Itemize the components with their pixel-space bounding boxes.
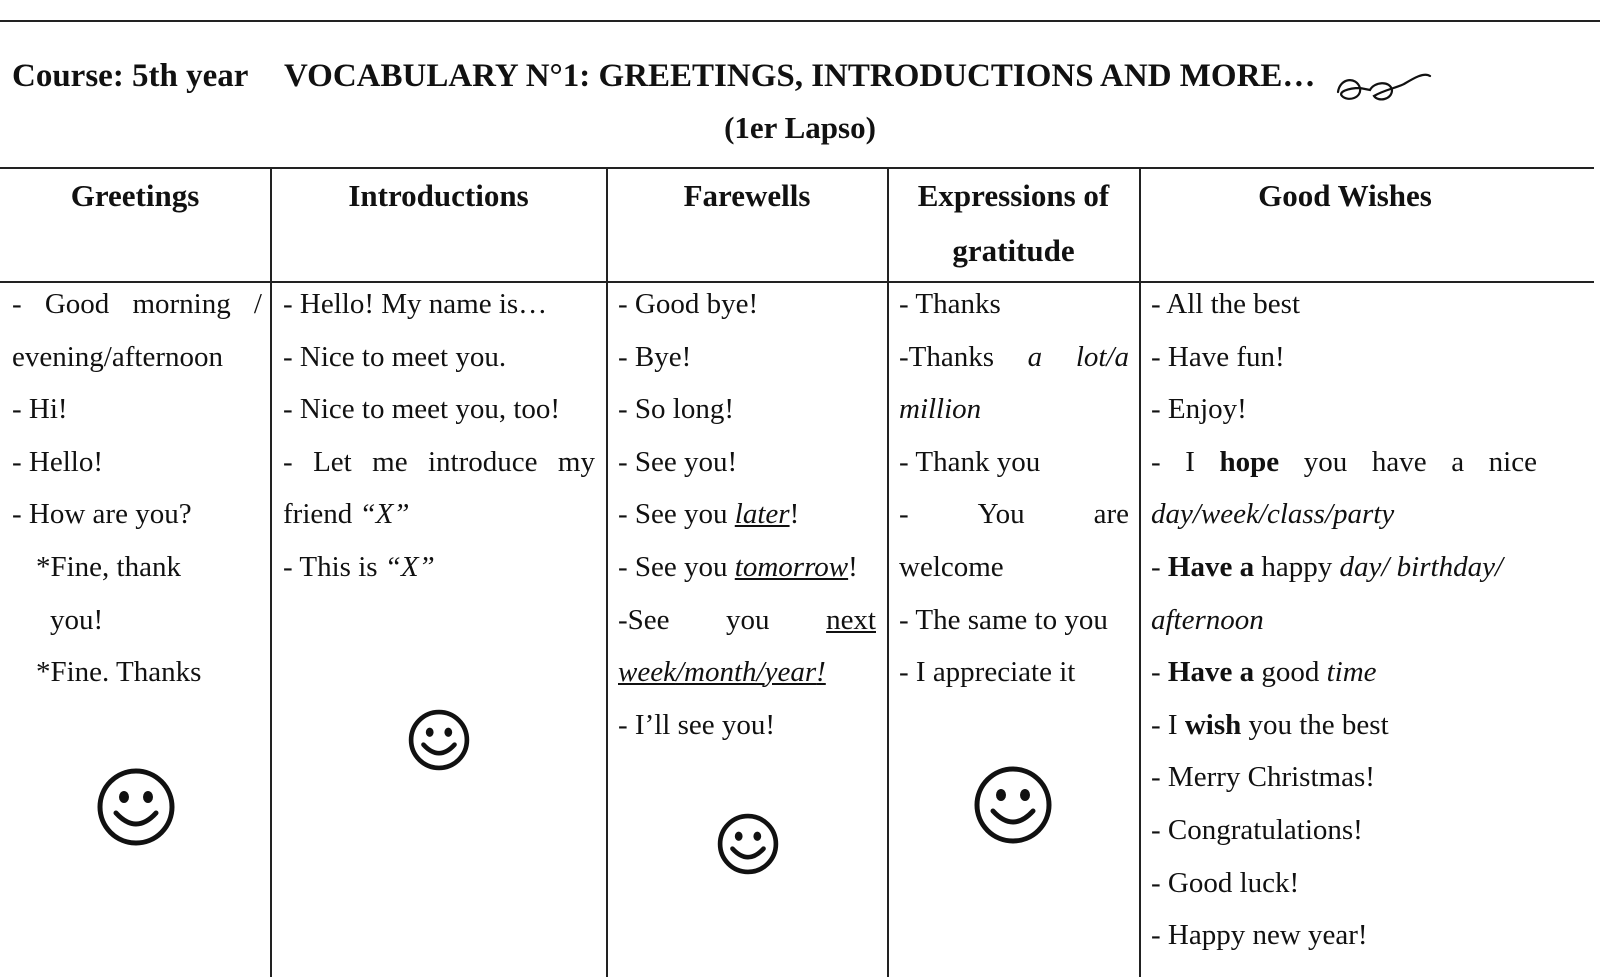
text-fragment: are bbox=[1093, 498, 1129, 531]
farewells-list bbox=[618, 278, 876, 751]
text-fragment: next bbox=[826, 603, 876, 636]
list-item bbox=[12, 278, 262, 331]
text-fragment: nice bbox=[1488, 445, 1537, 478]
page-subtitle: (1er Lapso) bbox=[724, 110, 876, 145]
list-item: day/week/class/party bbox=[1151, 498, 1395, 531]
good-wishes-list bbox=[1151, 278, 1537, 962]
top-rule bbox=[0, 20, 1600, 22]
text-fragment: - bbox=[1151, 445, 1161, 478]
list-item bbox=[618, 488, 876, 541]
text-fragment: - This is bbox=[283, 550, 385, 583]
list-item: - Nice to meet you. bbox=[283, 340, 507, 373]
text-fragment: my bbox=[557, 445, 595, 478]
column-divider bbox=[270, 168, 272, 977]
text-fragment: - bbox=[12, 288, 22, 320]
smiley-icon bbox=[973, 765, 1053, 845]
text-fragment: introduce bbox=[427, 445, 538, 478]
text-fragment: you bbox=[726, 603, 770, 636]
list-item bbox=[618, 541, 876, 594]
gratitude-list bbox=[899, 278, 1129, 699]
list-item: you! bbox=[50, 603, 104, 636]
smiley-icon bbox=[96, 767, 176, 847]
list-item: evening/afternoon bbox=[12, 340, 223, 373]
text-fragment: a bbox=[1451, 445, 1465, 478]
list-item: - Good bye! bbox=[618, 288, 759, 320]
list-item bbox=[618, 594, 876, 647]
list-item bbox=[283, 488, 595, 541]
text-fragment: ! bbox=[789, 498, 800, 531]
list-item: welcome bbox=[899, 550, 1004, 583]
text-fragment: week bbox=[618, 656, 676, 689]
page-title: VOCABULARY N°1: GREETINGS, INTRODUCTIONS AND MORE… bbox=[284, 58, 1316, 94]
text-fragment: “X” bbox=[384, 550, 435, 583]
list-item: - Thank you bbox=[899, 445, 1041, 478]
text-fragment: you the best bbox=[1241, 708, 1389, 741]
list-item: *Fine, thank bbox=[36, 550, 181, 583]
list-item: - Merry Christmas! bbox=[1151, 761, 1375, 794]
list-item bbox=[899, 488, 1129, 541]
text-fragment: have bbox=[1371, 445, 1427, 478]
list-item: - Hello! bbox=[12, 445, 103, 478]
greetings-list bbox=[12, 278, 262, 699]
list-item: - Enjoy! bbox=[1151, 393, 1247, 426]
smiley-icon bbox=[408, 709, 470, 771]
list-item bbox=[1151, 646, 1537, 699]
list-item: - Congratulations! bbox=[1151, 813, 1363, 846]
list-item bbox=[1151, 541, 1537, 594]
list-item bbox=[283, 541, 595, 594]
text-fragment: / bbox=[675, 656, 685, 689]
text-fragment: - I bbox=[1151, 708, 1185, 741]
text-fragment: / bbox=[756, 656, 765, 689]
course-label: Course: 5th year bbox=[12, 58, 249, 94]
gratitude-header-line: Expressions of bbox=[917, 178, 1110, 213]
text-fragment: later bbox=[734, 498, 790, 531]
text-fragment: hope bbox=[1219, 445, 1280, 478]
text-fragment: friend bbox=[283, 498, 360, 531]
list-item: - Happy new year! bbox=[1151, 919, 1368, 952]
text-fragment: -See bbox=[618, 603, 670, 636]
text-fragment: a bbox=[1027, 340, 1043, 373]
column-divider bbox=[606, 168, 608, 977]
text-fragment: you bbox=[1303, 445, 1348, 478]
text-fragment: You bbox=[977, 498, 1025, 531]
text-fragment: I bbox=[1185, 445, 1195, 478]
text-fragment: me bbox=[372, 445, 408, 478]
list-item: - Bye! bbox=[618, 340, 692, 373]
gratitude-header-line: gratitude bbox=[952, 233, 1075, 268]
introductions-list bbox=[283, 278, 595, 594]
list-item: - Nice to meet you, too! bbox=[283, 393, 561, 426]
text-fragment: ! bbox=[848, 550, 858, 583]
list-item: - Good luck! bbox=[1151, 866, 1300, 899]
text-fragment: - bbox=[283, 445, 293, 478]
good-wishes-header: Good Wishes bbox=[1258, 178, 1432, 213]
text-fragment: time bbox=[1326, 656, 1377, 689]
text-fragment: Good bbox=[44, 288, 110, 320]
list-item: afternoon bbox=[1151, 603, 1264, 636]
text-fragment: tomorrow bbox=[734, 550, 849, 583]
text-fragment: ! bbox=[816, 656, 826, 689]
list-item: - All the best bbox=[1151, 288, 1301, 320]
text-fragment: “X” bbox=[359, 498, 410, 531]
smiley-icon bbox=[717, 813, 779, 875]
list-item: - I’ll see you! bbox=[618, 708, 776, 741]
text-fragment: morning bbox=[132, 288, 231, 320]
text-fragment: - bbox=[1151, 656, 1168, 689]
list-item: million bbox=[899, 393, 982, 426]
list-item bbox=[1151, 699, 1537, 752]
text-fragment: - bbox=[1151, 550, 1168, 583]
list-item bbox=[618, 646, 876, 699]
text-fragment: - See you bbox=[618, 498, 735, 531]
list-item: - Thanks bbox=[899, 288, 1001, 320]
gratitude-header bbox=[888, 168, 1139, 278]
list-item bbox=[1151, 436, 1537, 489]
text-fragment: - See you bbox=[618, 550, 735, 583]
list-item: - So long! bbox=[618, 393, 734, 426]
farewells-header: Farewells bbox=[683, 178, 811, 213]
greetings-header: Greetings bbox=[70, 178, 200, 213]
text-fragment: Let bbox=[313, 445, 352, 478]
list-item: - See you! bbox=[618, 445, 738, 478]
list-item: - Have fun! bbox=[1151, 340, 1285, 373]
text-fragment: lot/a bbox=[1075, 340, 1129, 373]
text-fragment: happy bbox=[1254, 550, 1340, 583]
text-fragment: year bbox=[764, 656, 817, 689]
text-fragment: good bbox=[1254, 656, 1327, 689]
list-item bbox=[899, 331, 1129, 384]
list-item: *Fine. Thanks bbox=[36, 656, 202, 689]
text-fragment: -Thanks bbox=[899, 340, 995, 373]
list-item: - Hello! My name is… bbox=[283, 288, 548, 320]
column-divider bbox=[1139, 168, 1141, 977]
text-fragment: month bbox=[684, 656, 757, 689]
title-line bbox=[12, 58, 1600, 106]
list-item: - The same to you bbox=[899, 603, 1108, 636]
list-item bbox=[283, 436, 595, 489]
text-fragment: wish bbox=[1184, 708, 1242, 741]
text-fragment: day/ birthday/ bbox=[1339, 550, 1503, 583]
text-fragment: / bbox=[253, 288, 262, 320]
list-item: - I appreciate it bbox=[899, 656, 1076, 689]
text-fragment: Have a bbox=[1167, 656, 1255, 689]
list-item: - How are you? bbox=[12, 498, 192, 531]
glasses-icon bbox=[1334, 68, 1434, 104]
list-item: - Hi! bbox=[12, 393, 68, 426]
introductions-header: Introductions bbox=[348, 178, 529, 213]
text-fragment: - bbox=[899, 498, 909, 531]
column-divider bbox=[887, 168, 889, 977]
text-fragment: Have a bbox=[1167, 550, 1255, 583]
